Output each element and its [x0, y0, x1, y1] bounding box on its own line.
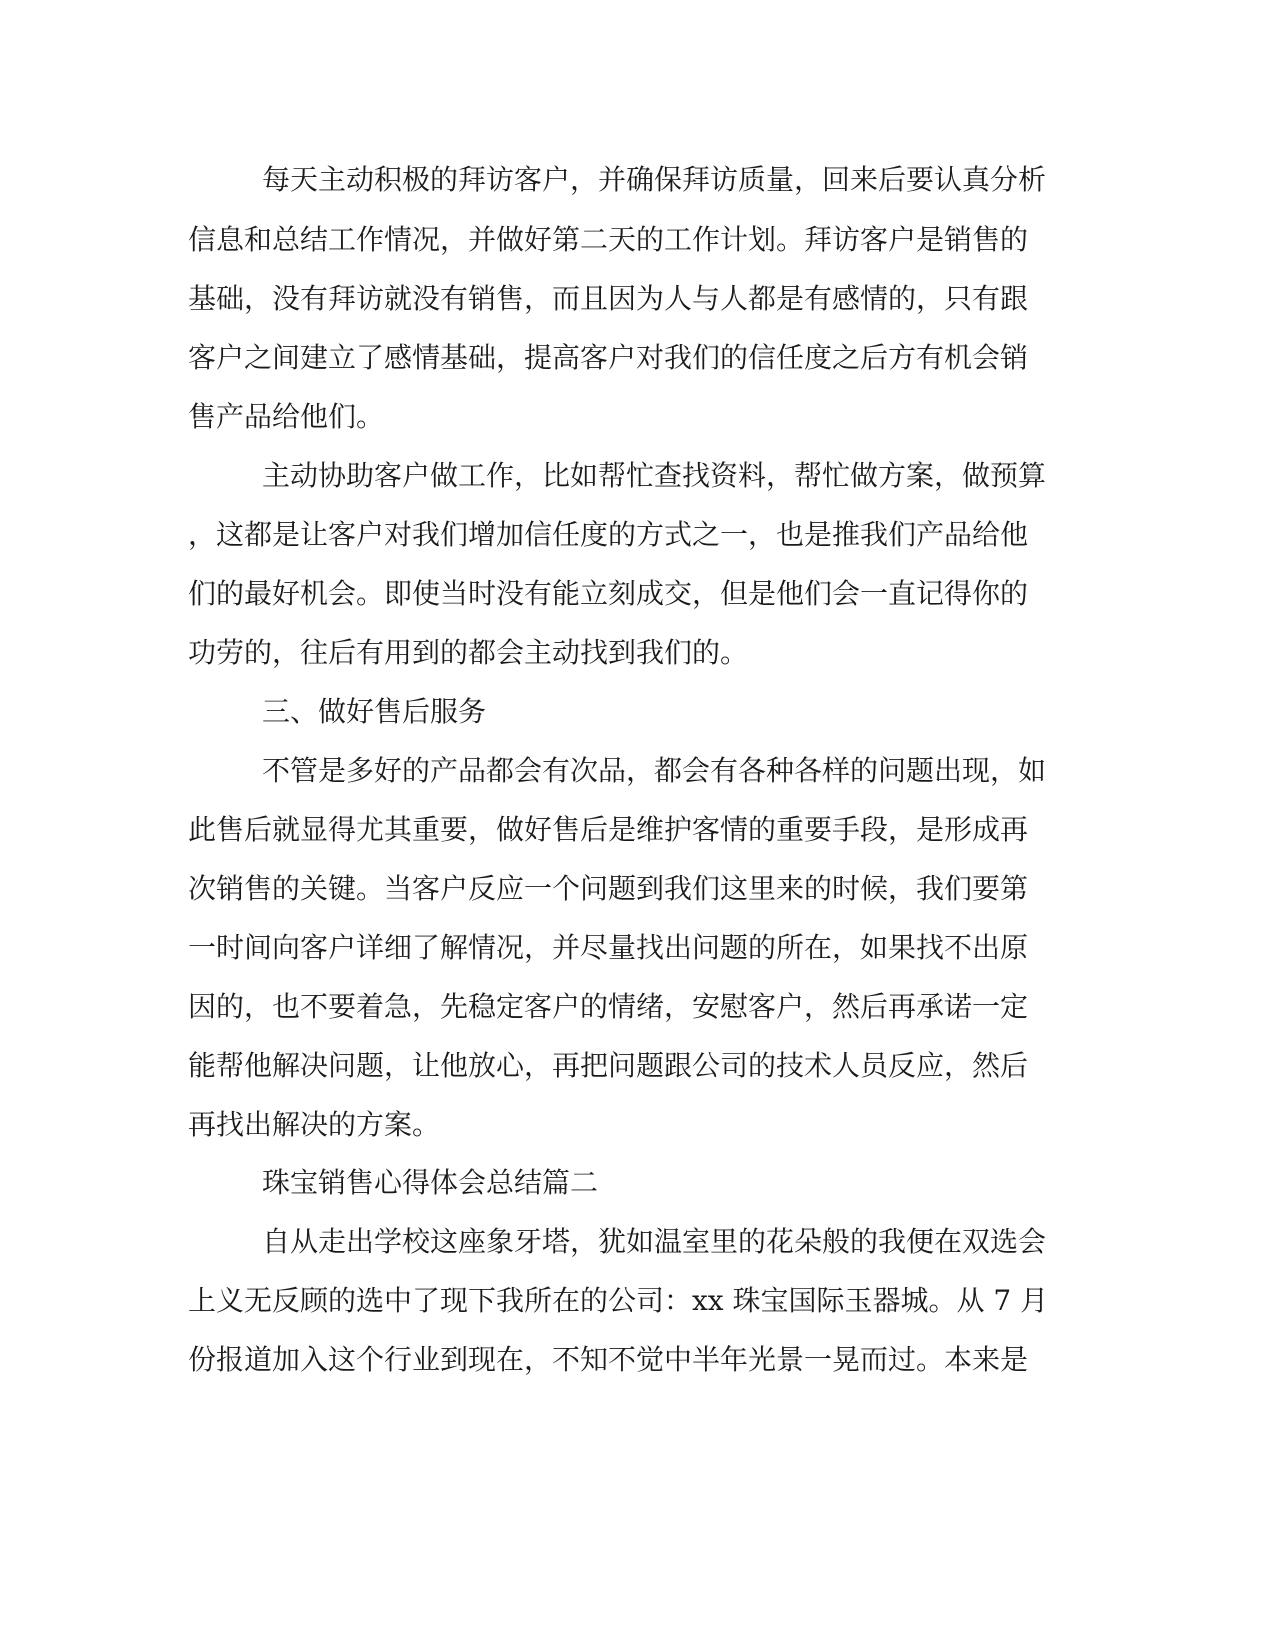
paragraph-2-line-4: 功劳的，往后有用到的都会主动找到我们的。	[188, 636, 749, 669]
paragraph-3-line-3: 次销售的关键。当客户反应一个问题到我们这里来的时候，我们要第	[188, 872, 1029, 905]
paragraph-1-line-5: 售产品给他们。	[188, 400, 385, 433]
paragraph-1-line-1: 每天主动积极的拜访客户，并确保拜访质量，回来后要认真分析	[262, 163, 1047, 196]
paragraph-3-line-2: 此售后就显得尤其重要，做好售后是维护客情的重要手段，是形成再	[188, 813, 1029, 846]
paragraph-1-line-3: 基础，没有拜访就没有销售，而且因为人与人都是有感情的，只有跟	[188, 282, 1029, 315]
section-title: 珠宝销售心得体会总结篇二	[262, 1166, 599, 1199]
heading-after-sales-service: 三、做好售后服务	[262, 695, 487, 728]
paragraph-4-line-3: 份报道加入这个行业到现在，不知不觉中半年光景一晃而过。本来是	[188, 1343, 1029, 1376]
paragraph-3-line-6: 能帮他解决问题，让他放心，再把问题跟公司的技术人员反应，然后	[188, 1049, 1029, 1082]
paragraph-3-line-5: 因的，也不要着急，先稳定客户的情绪，安慰客户，然后再承诺一定	[188, 990, 1029, 1023]
paragraph-1-line-4: 客户之间建立了感情基础，提高客户对我们的信任度之后方有机会销	[188, 341, 1029, 374]
paragraph-1-line-2: 信息和总结工作情况，并做好第二天的工作计划。拜访客户是销售的	[188, 223, 1029, 256]
paragraph-3-line-1: 不管是多好的产品都会有次品，都会有各种各样的问题出现，如	[262, 754, 1047, 787]
paragraph-2-line-1: 主动协助客户做工作，比如帮忙查找资料，帮忙做方案，做预算	[262, 459, 1047, 492]
paragraph-4-line-1: 自从走出学校这座象牙塔，犹如温室里的花朵般的我便在双选会	[262, 1225, 1047, 1258]
paragraph-2-line-2: ，这都是让客户对我们增加信任度的方式之一，也是推我们产品给他	[188, 518, 1029, 551]
paragraph-3-line-4: 一时间向客户详细了解情况，并尽量找出问题的所在，如果找不出原	[188, 931, 1029, 964]
paragraph-3-line-7: 再找出解决的方案。	[188, 1108, 441, 1141]
paragraph-2-line-3: 们的最好机会。即使当时没有能立刻成交，但是他们会一直记得你的	[188, 577, 1029, 610]
paragraph-4-line-2: 上义无反顾的选中了现下我所在的公司：xx 珠宝国际玉器城。从 7 月	[188, 1284, 1049, 1317]
